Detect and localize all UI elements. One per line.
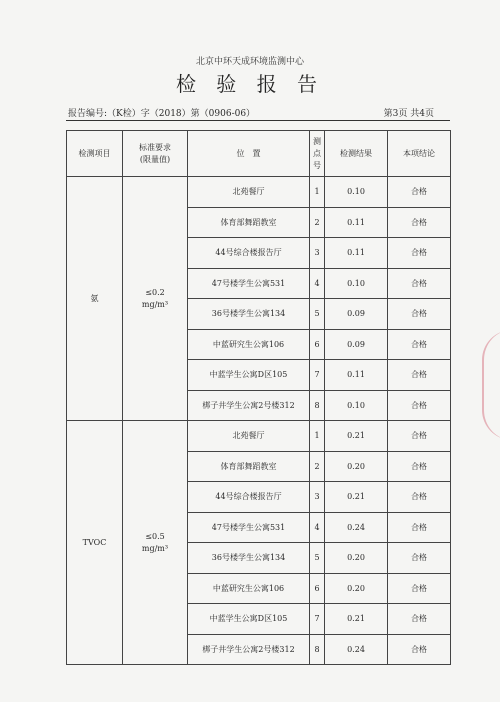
conclusion-cell: 合格: [388, 604, 451, 635]
page-info: 第3页 共4页: [383, 109, 434, 119]
location-cell: 中蓝学生公寓D区105: [188, 360, 310, 391]
conclusion-cell: 合格: [388, 482, 451, 513]
point-number-cell: 8: [310, 634, 325, 665]
conclusion-cell: 合格: [388, 512, 451, 543]
conclusion-cell: 合格: [388, 268, 451, 299]
result-cell: 0.21: [325, 604, 388, 635]
result-cell: 0.11: [325, 360, 388, 391]
result-cell: 0.10: [325, 177, 388, 208]
conclusion-cell: 合格: [388, 299, 451, 330]
report-title: 检 验 报 告: [175, 72, 325, 96]
result-cell: 0.21: [325, 482, 388, 513]
standard-cell: [123, 177, 188, 421]
location-cell: 44号综合楼报告厅: [188, 238, 310, 269]
table-body: [67, 177, 451, 665]
result-cell: 0.24: [325, 634, 388, 665]
point-number-cell: 4: [310, 268, 325, 299]
conclusion-cell: 合格: [388, 238, 451, 269]
test-item-cell: TVOC: [67, 421, 123, 665]
location-cell: 中蓝学生公寓D区105: [188, 604, 310, 635]
col-header-point-no-3: 号: [313, 160, 321, 170]
red-stamp-edge: [482, 330, 500, 440]
col-header-point-no: [310, 131, 325, 177]
location-cell: 36号楼学生公寓134: [188, 299, 310, 330]
standard-cell: [123, 421, 188, 665]
location-cell: 体育部舞蹈教室: [188, 451, 310, 482]
col-header-item: 检测项目: [67, 131, 123, 177]
result-cell: 0.20: [325, 543, 388, 574]
conclusion-cell: 合格: [388, 360, 451, 391]
point-number-cell: 1: [310, 177, 325, 208]
result-cell: 0.21: [325, 421, 388, 452]
table-row: [67, 421, 451, 452]
point-number-cell: 6: [310, 329, 325, 360]
location-cell: 梆子井学生公寓2号楼312: [188, 634, 310, 665]
location-cell: 47号楼学生公寓531: [188, 268, 310, 299]
conclusion-cell: 合格: [388, 390, 451, 421]
col-header-point-no-1: 测: [313, 136, 321, 146]
result-cell: 0.10: [325, 390, 388, 421]
point-number-cell: 3: [310, 482, 325, 513]
result-cell: 0.09: [325, 299, 388, 330]
standard-unit: mg/m³: [141, 543, 169, 553]
col-header-result: 检测结果: [325, 131, 388, 177]
col-header-location: 位 置: [188, 131, 310, 177]
result-cell: 0.20: [325, 573, 388, 604]
location-cell: 中蓝研究生公寓106: [188, 329, 310, 360]
location-cell: 44号综合楼报告厅: [188, 482, 310, 513]
result-cell: 0.20: [325, 451, 388, 482]
standard-unit: mg/m³: [141, 299, 169, 309]
location-cell: 北苑餐厅: [188, 421, 310, 452]
result-cell: 0.24: [325, 512, 388, 543]
point-number-cell: 4: [310, 512, 325, 543]
organization-name: 北京中环天成环境监测中心: [195, 57, 304, 67]
conclusion-cell: 合格: [388, 177, 451, 208]
table-header: [67, 131, 451, 177]
point-number-cell: 2: [310, 451, 325, 482]
inspection-table: [66, 130, 451, 665]
test-item-cell: 氨: [67, 177, 123, 421]
conclusion-cell: 合格: [388, 329, 451, 360]
conclusion-cell: 合格: [388, 451, 451, 482]
conclusion-cell: 合格: [388, 573, 451, 604]
point-number-cell: 5: [310, 299, 325, 330]
conclusion-cell: 合格: [388, 634, 451, 665]
location-cell: 中蓝研究生公寓106: [188, 573, 310, 604]
location-cell: 梆子井学生公寓2号楼312: [188, 390, 310, 421]
col-header-standard-line2: (限量值): [139, 154, 171, 164]
result-cell: 0.11: [325, 207, 388, 238]
col-header-point-no-2: 点: [313, 148, 321, 158]
location-cell: 36号楼学生公寓134: [188, 543, 310, 574]
location-cell: 北苑餐厅: [188, 177, 310, 208]
standard-limit: ≤0.5: [145, 531, 165, 541]
result-cell: 0.11: [325, 238, 388, 269]
point-number-cell: 3: [310, 238, 325, 269]
conclusion-cell: 合格: [388, 421, 451, 452]
point-number-cell: 7: [310, 604, 325, 635]
point-number-cell: 8: [310, 390, 325, 421]
result-cell: 0.10: [325, 268, 388, 299]
col-header-standard-line1: 标准要求: [139, 142, 171, 152]
col-header-standard: [123, 131, 188, 177]
result-cell: 0.09: [325, 329, 388, 360]
table-row: [67, 177, 451, 208]
point-number-cell: 1: [310, 421, 325, 452]
standard-limit: ≤0.2: [145, 287, 165, 297]
conclusion-cell: 合格: [388, 207, 451, 238]
location-cell: 47号楼学生公寓531: [188, 512, 310, 543]
point-number-cell: 2: [310, 207, 325, 238]
header-divider: [66, 120, 450, 121]
point-number-cell: 7: [310, 360, 325, 391]
col-header-conclusion: 本项结论: [388, 131, 451, 177]
report-number: 报告编号:（K检）字（2018）第（0906-06）: [68, 109, 256, 119]
point-number-cell: 5: [310, 543, 325, 574]
location-cell: 体育部舞蹈教室: [188, 207, 310, 238]
conclusion-cell: 合格: [388, 543, 451, 574]
point-number-cell: 6: [310, 573, 325, 604]
